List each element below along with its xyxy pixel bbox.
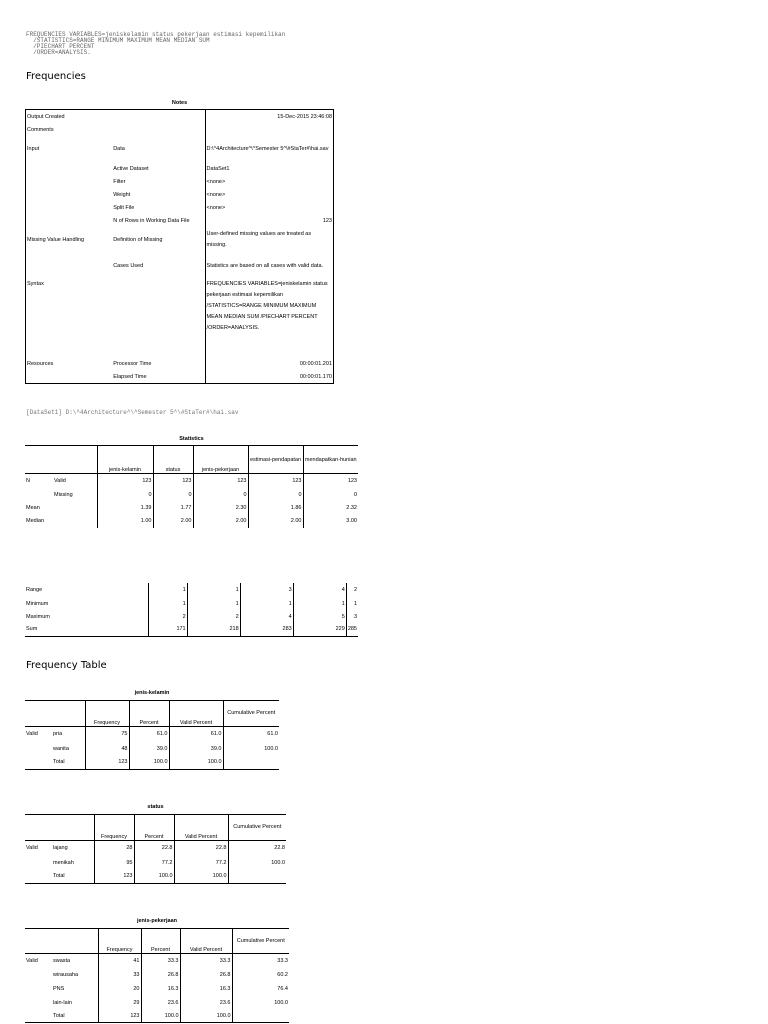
table-cell: 3 xyxy=(240,583,293,597)
column-header: Cumulative Percent xyxy=(223,701,279,727)
table-cell: 0 xyxy=(97,488,153,502)
row-label: N xyxy=(26,477,30,484)
statistics-table xyxy=(25,445,358,528)
row-label: Valid xyxy=(26,845,38,852)
table-cell: 123 xyxy=(97,474,153,488)
column-header: Valid Percent xyxy=(174,815,228,841)
notes-table xyxy=(25,109,334,384)
category-label: wanita xyxy=(52,742,85,756)
table-cell: 0 xyxy=(248,488,303,502)
table-cell: 100.0 xyxy=(169,756,223,770)
table-cell: 0 xyxy=(153,488,193,502)
table-cell: 100.0 xyxy=(274,999,288,1006)
notes-value: 00:00:01.201 xyxy=(299,360,332,367)
column-header: Frequency xyxy=(85,701,129,727)
table-cell: 95 xyxy=(94,856,134,870)
table-cell: 1 xyxy=(148,583,187,597)
column-header: Valid Percent xyxy=(180,929,232,954)
table-cell: 26.8 xyxy=(180,968,232,982)
row-label: Valid xyxy=(26,957,38,964)
category-label: swasta xyxy=(52,954,98,968)
table-cell: 20 xyxy=(98,982,141,996)
row-label: Maximum xyxy=(25,610,148,623)
category-label: menikah xyxy=(52,856,94,870)
notes-value: 15-Dec-2015 23:46:08 xyxy=(277,113,332,120)
column-header: Percent xyxy=(134,815,174,841)
table-cell: 1.77 xyxy=(153,502,193,515)
table-cell: 100.0 xyxy=(264,745,278,752)
table-cell: 1.39 xyxy=(97,502,153,515)
jenis-kelamin-title: jenis-kelamin xyxy=(134,690,170,696)
notes-label: Missing Value Handling xyxy=(27,237,85,243)
notes-label: Syntax xyxy=(27,281,44,287)
table-cell: 3.00 xyxy=(346,518,357,524)
table-cell: 1 xyxy=(187,597,240,610)
table-cell: 1 xyxy=(148,597,187,610)
notes-sublabel: N of Rows in Working Data File xyxy=(112,214,205,227)
category-label: Total xyxy=(52,870,94,884)
row-label: Mean xyxy=(25,502,97,515)
row-label: Median xyxy=(25,515,97,528)
table-cell: 16.3 xyxy=(180,982,232,996)
table-cell: 2.00 xyxy=(248,515,303,528)
syntax-line: FREQUENCIES VARIABLES=jeniskelamin status pekerjaan estimasi kepemilikan xyxy=(26,31,286,38)
table-cell: 5 xyxy=(293,610,346,623)
table-cell: 100.0 xyxy=(134,870,174,884)
column-header: Percent xyxy=(129,701,169,727)
notes-value: 00:00:01.170 xyxy=(299,373,332,380)
category-label: PNS xyxy=(52,982,98,996)
table-cell: 22.8 xyxy=(274,845,285,852)
table-cell: 100.0 xyxy=(174,870,228,884)
table-cell: 123 xyxy=(85,756,129,770)
syntax-line: /PIECHART PERCENT xyxy=(26,43,95,50)
statistics-table-continued xyxy=(25,583,358,637)
table-cell: 283 xyxy=(240,623,293,636)
table-cell: 1 xyxy=(187,583,240,597)
notes-label: Input xyxy=(27,146,40,152)
table-cell: 33.3 xyxy=(180,954,232,968)
notes-title: Notes xyxy=(171,100,188,106)
category-label: pria xyxy=(52,727,85,742)
table-cell: 0 xyxy=(193,488,248,502)
table-cell: 23.6 xyxy=(141,996,180,1010)
table-cell: 123 xyxy=(248,474,303,488)
table-cell: 22.8 xyxy=(134,841,174,856)
table-cell: 1.86 xyxy=(248,502,303,515)
notes-value: FREQUENCIES VARIABLES=jeniskelamin status pekerjaan estimasi kepemilikan /STATISTICS=RANGE MINIMUM MAXIMUM MEAN MEDIAN SUM /PIECHART PERCENT /ORDER=ANALYSIS. xyxy=(206,281,328,331)
column-header: estimasi-pendapatan xyxy=(248,446,303,474)
table-cell: 77.2 xyxy=(134,856,174,870)
notes-sublabel: Weight xyxy=(112,188,205,201)
table-cell: 100.0 xyxy=(180,1010,232,1023)
table-cell: 100.0 xyxy=(141,1010,180,1023)
syntax-line: /STATISTICS=RANGE MINIMUM MAXIMUM MEAN MEDIAN SUM xyxy=(26,37,210,44)
table-cell: 1 xyxy=(353,600,357,607)
table-cell: 2 xyxy=(187,610,240,623)
column-header: mendapatkan-hunian xyxy=(303,446,358,474)
table-cell: 33.3 xyxy=(141,954,180,968)
row-sublabel: Missing xyxy=(53,488,97,502)
table-cell: 100.0 xyxy=(129,756,169,770)
notes-sublabel: Split File xyxy=(112,201,205,214)
table-cell: 39.0 xyxy=(169,742,223,756)
table-cell: 123 xyxy=(347,477,357,484)
table-cell: 123 xyxy=(94,870,134,884)
table-cell: 123 xyxy=(193,474,248,488)
dataset-line: [DataSet1] D:\^4Architecture^\^Semester 5^\#StaTer#\hai.sav xyxy=(26,409,239,416)
notes-sublabel: Cases Used xyxy=(112,253,205,279)
table-cell: 29 xyxy=(98,996,141,1010)
table-cell: 1.00 xyxy=(97,515,153,528)
table-cell: 23.6 xyxy=(180,996,232,1010)
column-header: Frequency xyxy=(94,815,134,841)
notes-value: <none> xyxy=(206,178,226,185)
row-sublabel: Valid xyxy=(53,474,97,488)
notes-sublabel: Elapsed Time xyxy=(112,370,205,384)
notes-value: DataSet1 xyxy=(206,165,230,172)
table-cell: 0 xyxy=(353,491,357,498)
frequency-table-heading: Frequency Table xyxy=(26,660,107,671)
table-cell: 218 xyxy=(187,623,240,636)
notes-label: Comments xyxy=(27,126,54,133)
notes-value: User-defined missing values are treated as missing. xyxy=(206,231,312,248)
table-cell: 22.8 xyxy=(174,841,228,856)
table-cell: 3 xyxy=(353,613,357,620)
table-cell: 123 xyxy=(98,1010,141,1023)
frequencies-heading: Frequencies xyxy=(26,71,86,82)
syntax-line: /ORDER=ANALYSIS. xyxy=(26,49,91,56)
table-cell: 28 xyxy=(94,841,134,856)
category-label: lajang xyxy=(52,841,94,856)
table-cell: 61.0 xyxy=(129,727,169,742)
table-cell: 2.00 xyxy=(153,515,193,528)
column-header: status xyxy=(153,446,193,474)
row-label: Minimum xyxy=(25,597,148,610)
table-cell: 2 xyxy=(353,587,357,593)
table-cell: 41 xyxy=(98,954,141,968)
table-cell: 76.4 xyxy=(277,985,288,992)
table-cell: 171 xyxy=(148,623,187,636)
notes-value: D:\^4Architecture^\^Semester 5^\#StaTer#\hai.sav xyxy=(206,145,329,152)
table-cell: 61.0 xyxy=(267,731,278,738)
notes-sublabel: Data xyxy=(112,136,205,162)
jenis-pekerjaan-title: jenis-pekerjaan xyxy=(136,918,178,924)
table-cell: 285 xyxy=(346,623,358,636)
category-label: wirausaha xyxy=(52,968,98,982)
column-header: Cumulative Percent xyxy=(228,815,286,841)
table-cell: 1 xyxy=(293,597,346,610)
status-table xyxy=(25,814,286,884)
table-cell: 26.8 xyxy=(141,968,180,982)
table-cell: 16.3 xyxy=(141,982,180,996)
notes-value: 123 xyxy=(322,217,332,224)
column-header: Frequency xyxy=(98,929,141,954)
status-title: status xyxy=(147,804,164,810)
table-cell: 2.32 xyxy=(346,505,357,511)
table-cell: 75 xyxy=(85,727,129,742)
notes-label: Output Created xyxy=(27,113,65,120)
notes-sublabel: Definition of Missing xyxy=(112,227,205,253)
column-header: jenis-pekerjaan xyxy=(193,446,248,474)
table-cell: 33.3 xyxy=(277,957,288,964)
row-label: Valid xyxy=(26,731,38,738)
table-cell: 123 xyxy=(153,474,193,488)
column-header: Cumulative Percent xyxy=(232,929,289,954)
table-cell: 48 xyxy=(85,742,129,756)
table-cell: 33 xyxy=(98,968,141,982)
jenis-kelamin-table xyxy=(25,700,279,770)
category-label: lain-lain xyxy=(52,996,98,1010)
jenis-pekerjaan-table xyxy=(25,928,289,1023)
notes-label: Resources xyxy=(27,360,54,367)
column-header: Valid Percent xyxy=(169,701,223,727)
notes-value: <none> xyxy=(206,191,226,198)
notes-value: <none> xyxy=(206,204,226,211)
row-label: Range xyxy=(25,583,148,597)
statistics-title: Statistics xyxy=(179,436,204,442)
notes-value: Statistics are based on all cases with valid data. xyxy=(206,262,324,269)
column-header: Percent xyxy=(141,929,180,954)
table-cell: 61.0 xyxy=(169,727,223,742)
row-label: Sum xyxy=(25,623,148,636)
notes-sublabel: Active Dataset xyxy=(112,162,205,175)
table-cell: 229 xyxy=(293,623,346,636)
table-cell: 1 xyxy=(240,597,293,610)
table-cell: 39.0 xyxy=(129,742,169,756)
table-cell: 77.2 xyxy=(174,856,228,870)
notes-sublabel: Processor Time xyxy=(112,357,205,370)
table-cell: 100.0 xyxy=(271,859,285,866)
notes-sublabel: Filter xyxy=(112,175,205,188)
table-cell: 2 xyxy=(148,610,187,623)
category-label: Total xyxy=(52,756,85,770)
table-cell: 2.30 xyxy=(193,502,248,515)
category-label: Total xyxy=(52,1010,98,1023)
table-cell: 4 xyxy=(293,583,346,597)
table-cell: 2.00 xyxy=(193,515,248,528)
syntax-block xyxy=(26,32,285,56)
table-cell: 60.2 xyxy=(277,971,288,978)
column-header: jenis-kelamin xyxy=(97,446,153,474)
table-cell: 4 xyxy=(240,610,293,623)
